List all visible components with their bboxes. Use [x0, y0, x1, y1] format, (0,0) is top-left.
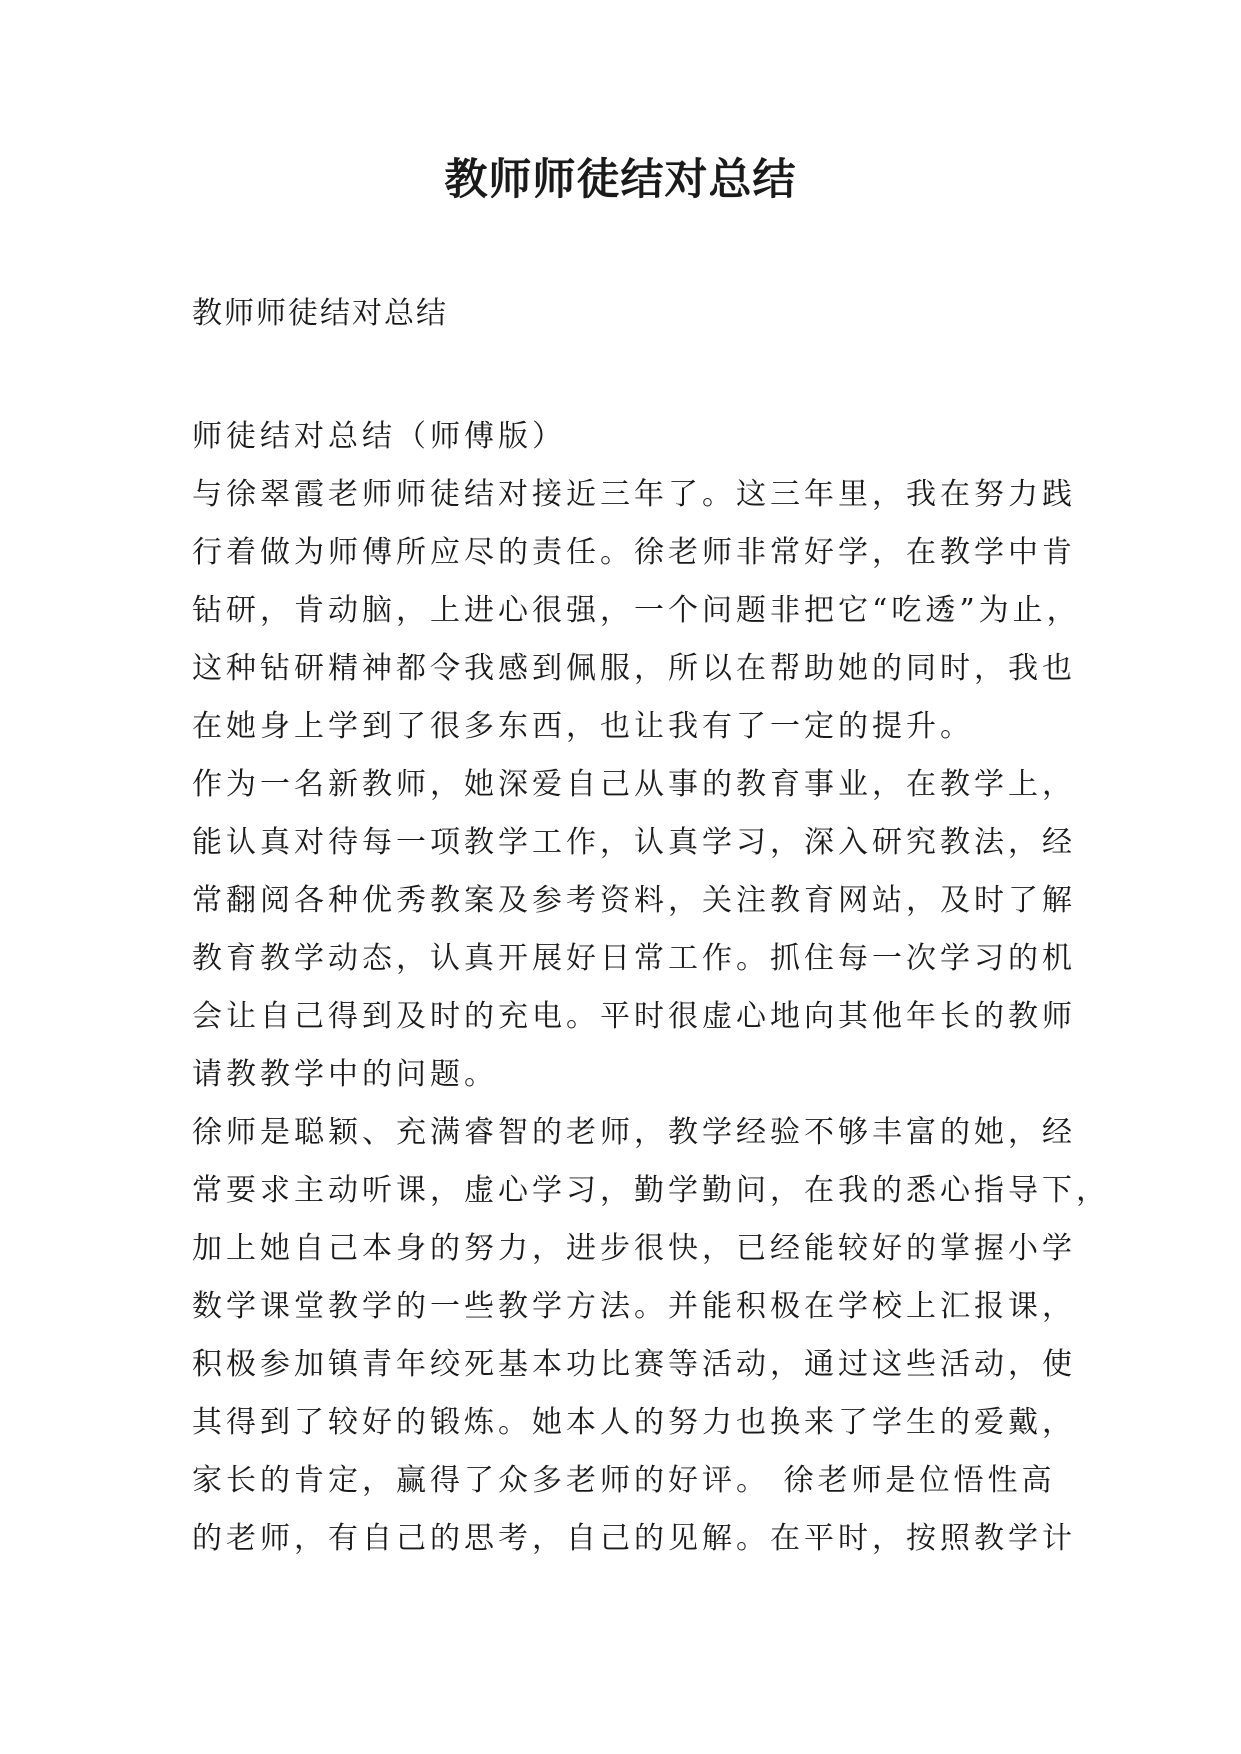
text-line: 其得到了较好的锻炼。她本人的努力也换来了学生的爱戴，: [192, 1405, 1076, 1440]
document-title: 教师师徒结对总结: [444, 155, 797, 205]
document-subtitle: 教师师徒结对总结: [192, 296, 448, 331]
text-line: 在她身上学到了很多东西，也让我有了一定的提升。: [192, 709, 974, 744]
paragraph-2: [192, 756, 1076, 1104]
text-line: 作为一名新教师，她深爱自己从事的教育事业，在教学上，: [192, 767, 1076, 802]
text-line: 请教教学中的问题。: [192, 1057, 498, 1092]
section-heading: 师徒结对总结（师傅版）: [192, 419, 566, 454]
text-line: 钻研，肯动脑，上进心很强，一个问题非把它“吃透”为止，: [192, 593, 1081, 628]
document-body: [192, 408, 1110, 1568]
text-line: 常要求主动听课，虚心学习，勤学勤问，在我的悉心指导下，: [192, 1173, 1110, 1208]
text-line: 会让自己得到及时的充电。平时很虚心地向其他年长的教师: [192, 999, 1076, 1034]
text-line: 常翻阅各种优秀教案及参考资料，关注教育网站，及时了解: [192, 883, 1076, 918]
text-line: 教育教学动态，认真开展好日常工作。抓住每一次学习的机: [192, 941, 1076, 976]
text-line: 这种钻研精神都令我感到佩服，所以在帮助她的同时，我也: [192, 651, 1076, 686]
text-line: 徐师是聪颖、充满睿智的老师，教学经验不够丰富的她，经: [192, 1115, 1076, 1150]
paragraph-3: [192, 1104, 1110, 1568]
text-line: 数学课堂教学的一些教学方法。并能积极在学校上汇报课，: [192, 1289, 1076, 1324]
paragraph-1: [192, 466, 1081, 756]
text-line: 家长的肯定，赢得了众多老师的好评。 徐老师是位悟性高: [192, 1463, 1056, 1498]
text-line: 行着做为师傅所应尽的责任。徐老师非常好学，在教学中肯: [192, 535, 1076, 570]
text-line: 的老师，有自己的思考，自己的见解。在平时，按照教学计: [192, 1521, 1076, 1556]
text-line: 与徐翠霞老师师徒结对接近三年了。这三年里，我在努力践: [192, 477, 1076, 512]
text-line: 能认真对待每一项教学工作，认真学习，深入研究教法，经: [192, 825, 1076, 860]
text-line: 积极参加镇青年绞死基本功比赛等活动，通过这些活动，使: [192, 1347, 1076, 1382]
text-line: 加上她自己本身的努力，进步很快，已经能较好的掌握小学: [192, 1231, 1076, 1266]
